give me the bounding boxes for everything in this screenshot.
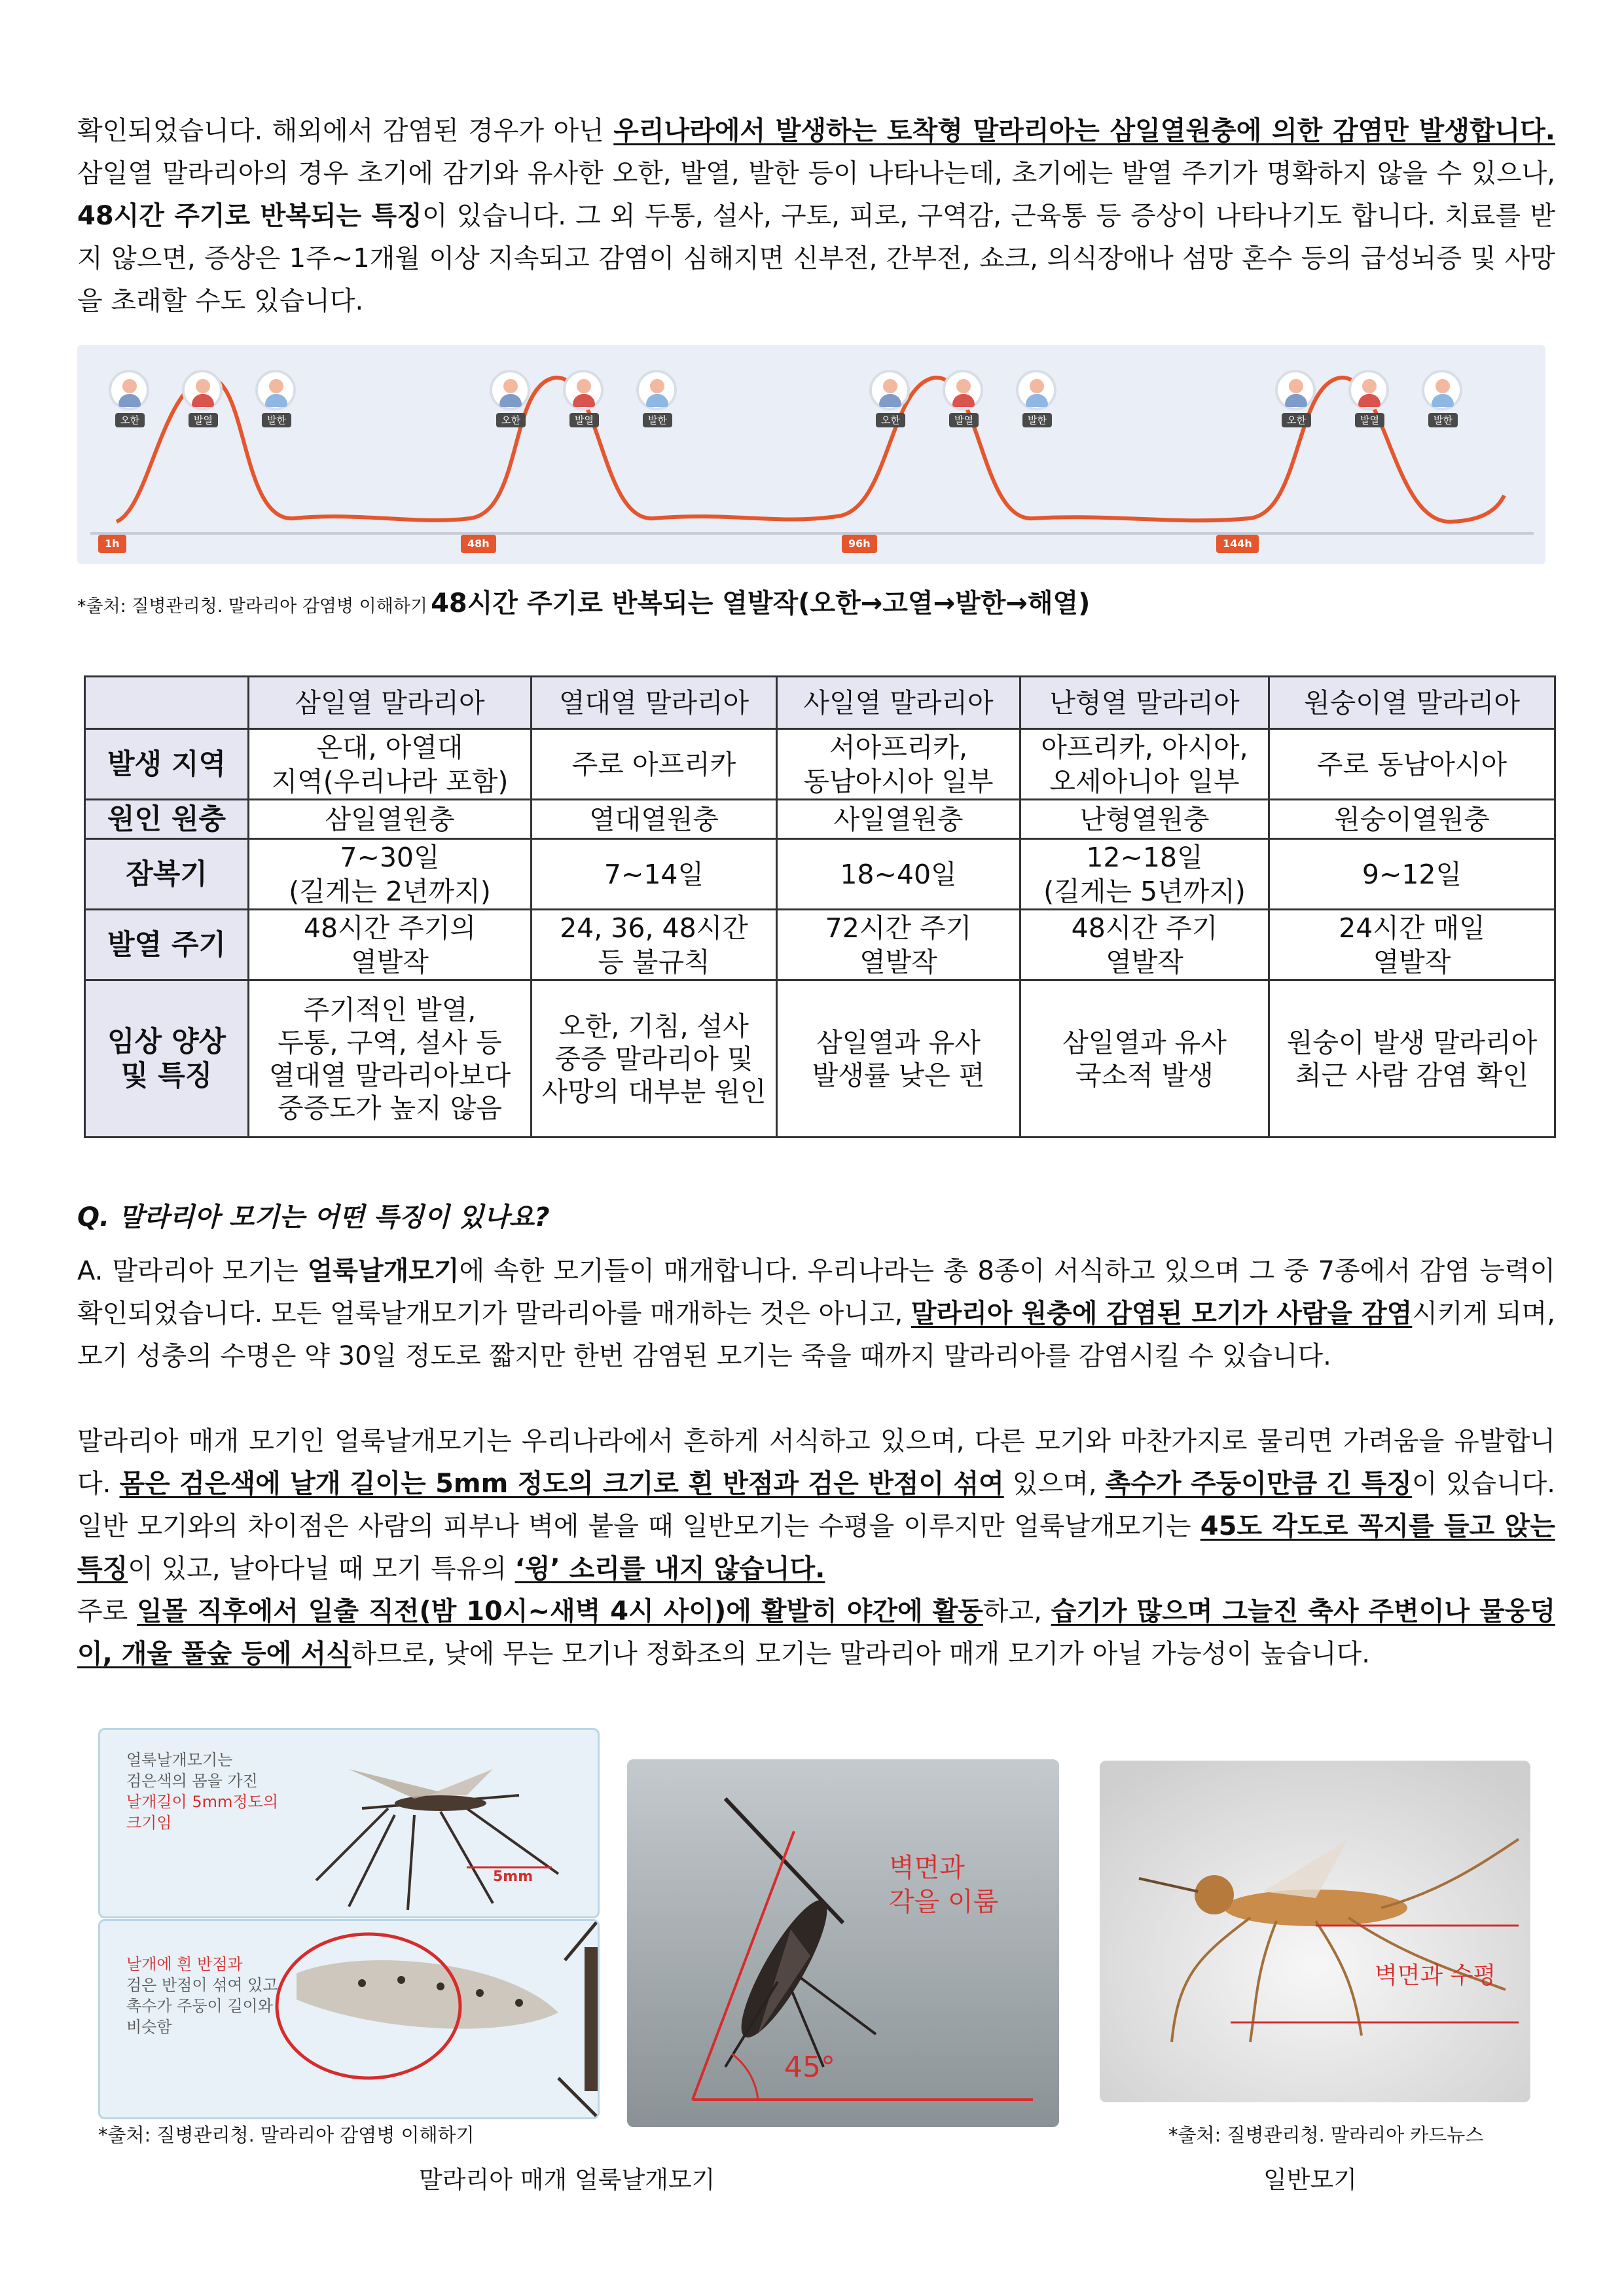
hour-marker: 96h <box>842 535 877 553</box>
fever-face-icon <box>182 370 223 410</box>
table-cell: 열대열원충 <box>532 800 777 839</box>
table-header-cell: 사일열 말라리아 <box>777 677 1020 729</box>
table-header-cell: 열대열 말라리아 <box>532 677 777 729</box>
table-header-cell: 난형열 말라리아 <box>1020 677 1269 729</box>
panel1-measure: 5mm <box>493 1869 533 1885</box>
answer-highlight: 일몰 직후에서 일출 직전(밤 10시~새벽 4시 사이)에 활발히 야간에 활동 <box>137 1596 983 1626</box>
answer-text: 이 있고, 날아다닐 때 모기 특유의 <box>128 1554 515 1584</box>
diagram-source-line <box>77 583 1090 620</box>
answer-text: A. 말라리아 모기는 <box>77 1256 308 1286</box>
table-cell: 24시간 매일 열발작 <box>1269 910 1555 980</box>
answer-highlight: 습기가 많으며 그늘진 축사 주변이나 물웅덩이, 개울 풀숲 등에 서식 <box>77 1596 1555 1669</box>
table-row <box>85 800 1555 839</box>
table-cell: 주로 아프리카 <box>532 729 777 800</box>
table-row-header: 원인 원충 <box>85 800 249 839</box>
answer-paragraph-1 <box>77 1250 1555 1378</box>
table-cell: 48시간 주기 열발작 <box>1020 910 1269 980</box>
common-mosquito-photo <box>1100 1761 1530 2102</box>
table-cell: 주로 동남아시아 <box>1269 729 1555 800</box>
fever-face-icon <box>1348 370 1389 410</box>
table-cell: 원숭이열원충 <box>1269 800 1555 839</box>
table-row <box>85 839 1555 910</box>
hour-marker: 1h <box>98 535 126 553</box>
sweat-face-icon <box>636 370 677 410</box>
table-cell: 72시간 주기 열발작 <box>777 910 1020 980</box>
chills-face-icon <box>490 370 530 410</box>
stage-sweat-label: 발한 <box>643 413 672 427</box>
table-cell: 삼일열원충 <box>249 800 532 839</box>
anopheles-side-illustration <box>100 1730 598 1916</box>
answer-highlight: 촉수가 주둥이만큼 긴 특징 <box>1105 1469 1412 1499</box>
intro-bold-1: 48시간 주기로 반복되는 특징 <box>77 201 422 231</box>
table-header-cell: 삼일열 말라리아 <box>249 677 532 729</box>
figure-caption-left: 말라리아 매개 얼룩날개모기 <box>419 2166 715 2194</box>
table-row-header: 발열 주기 <box>85 910 249 980</box>
table-cell: 12~18일 (길게는 5년까지) <box>1020 839 1269 910</box>
figure-source-left: *출처: 질병관리청. 말라리아 감염병 이해하기 <box>98 2124 475 2146</box>
figure-source-right: *출처: 질병관리청. 말라리아 카드뉴스 <box>1168 2124 1484 2146</box>
intro-text-1: 확인되었습니다. 해외에서 감염된 경우가 아닌 <box>77 116 614 146</box>
panel2-line: 촉수가 주둥이 길이와 <box>126 1997 273 2015</box>
table-cell: 아프리카, 아시아, 오세아니아 일부 <box>1020 729 1269 800</box>
table-row-header: 잠복기 <box>85 839 249 910</box>
intro-text-2: 삼일열 말라리아의 경우 초기에 감기와 유사한 오한, 발열, 발한 등이 나타나는데, 초기에는 발열 주기가 명확하지 않을 수 있으나, <box>77 158 1555 188</box>
stage-sweat-label: 발한 <box>262 413 291 427</box>
table-cell: 18~40일 <box>777 839 1020 910</box>
stage-chills-label: 오한 <box>496 413 526 427</box>
answer-text: 있으며, <box>1003 1469 1106 1499</box>
panel3-line: 각을 이룸 <box>889 1887 999 1917</box>
table-cell: 원숭이 발생 말라리아 최근 사람 감염 확인 <box>1269 980 1555 1138</box>
table-cell: 48시간 주기의 열발작 <box>249 910 532 980</box>
panel1-line: 얼룩날개모기는 <box>126 1751 233 1769</box>
answer-text: 이 있습니다. 일반 모기와의 차이점은 사람의 피부나 벽에 붙을 때 일반모기는 수평을 이루지만 얼룩날개모기는 <box>77 1469 1555 1541</box>
stage-chills-label: 오한 <box>1282 413 1311 427</box>
stage-sweat-label: 발한 <box>1022 413 1052 427</box>
answer-highlight: 몸은 검은색에 날개 길이는 5mm 정도의 크기로 흰 반점과 검은 반점이 섞여 <box>119 1469 1004 1499</box>
table-row <box>85 910 1555 980</box>
intro-highlight-1: 우리나라에서 발생하는 토착형 말라리아는 삼일열원충에 의한 감염만 발생합니다. <box>613 116 1555 146</box>
anopheles-angle-illustration <box>627 1759 1059 2127</box>
sweat-face-icon <box>255 370 296 410</box>
table-cell: 사일열원충 <box>777 800 1020 839</box>
table-corner-cell <box>85 677 249 729</box>
table-header-cell: 원숭이열 말라리아 <box>1269 677 1555 729</box>
answer-text: 하므로, 낮에 무는 모기나 정화조의 모기는 말라리아 매개 모기가 아닐 가능성이 높습니다. <box>351 1639 1371 1669</box>
table-cell: 삼일열과 유사 국소적 발생 <box>1020 980 1269 1138</box>
table-row <box>85 729 1555 800</box>
chills-face-icon <box>1275 370 1316 410</box>
question-heading: Q. 말라리아 모기는 어떤 특징이 있나요? <box>77 1202 550 1232</box>
stage-chills-label: 오한 <box>876 413 905 427</box>
chills-face-icon <box>109 370 149 410</box>
common-mosquito-illustration <box>1100 1761 1530 2102</box>
anopheles-angle-photo <box>627 1759 1059 2127</box>
table-cell: 삼일열과 유사 발생률 낮은 편 <box>777 980 1020 1138</box>
panel3-line: 벽면과 <box>889 1853 965 1883</box>
sweat-face-icon <box>1422 370 1462 410</box>
table-row-header: 발생 지역 <box>85 729 249 800</box>
table-cell: 7~30일 (길게는 2년까지) <box>249 839 532 910</box>
answer-text: 주로 <box>77 1596 137 1626</box>
stage-chills-label: 오한 <box>115 413 145 427</box>
panel1-line: 검은색의 몸을 가진 <box>126 1772 258 1790</box>
stage-fever-label: 발열 <box>569 413 599 427</box>
answer-paragraph-2 <box>77 1420 1555 1590</box>
panel2-line: 날개에 흰 반점과 <box>126 1955 243 1973</box>
answer-highlight: ‘윙’ 소리를 내지 않습니다. <box>514 1554 825 1584</box>
fever-face-icon <box>943 370 983 410</box>
anopheles-wing-illustration <box>100 1921 598 2117</box>
panel3-angle: 45° <box>784 2051 835 2084</box>
stage-fever-label: 발열 <box>189 413 218 427</box>
answer-highlight: 45도 각도로 꼭지를 들고 앉는 특징 <box>77 1511 1555 1584</box>
stage-fever-label: 발열 <box>949 413 979 427</box>
answer-text: 말라리아 매개 모기인 얼룩날개모기는 우리나라에서 흔하게 서식하고 있으며, 다른 모기와 마찬가지로 물리면 가려움을 유발합니다. <box>77 1426 1555 1499</box>
stage-fever-label: 발열 <box>1355 413 1384 427</box>
answer-text: 하고, <box>983 1596 1051 1626</box>
table-cell: 주기적인 발열, 두통, 구역, 설사 등 열대열 말라리아보다 중증도가 높지 않음 <box>249 980 532 1138</box>
table-cell: 난형열원충 <box>1020 800 1269 839</box>
table-cell: 9~12일 <box>1269 839 1555 910</box>
fever-face-icon <box>563 370 604 410</box>
panel2-line: 비슷함 <box>126 2018 172 2036</box>
fever-cycle-diagram <box>77 345 1545 564</box>
table-row <box>85 980 1555 1138</box>
intro-paragraph <box>77 110 1555 323</box>
chills-face-icon <box>869 370 910 410</box>
table-cell: 7~14일 <box>532 839 777 910</box>
hour-marker: 144h <box>1216 535 1259 553</box>
anopheles-wing-panel <box>98 1919 600 2119</box>
table-cell: 서아프리카, 동남아시아 일부 <box>777 729 1020 800</box>
sweat-face-icon <box>1016 370 1056 410</box>
figure-caption-right: 일반모기 <box>1263 2166 1357 2194</box>
table-cell: 온대, 아열대 지역(우리나라 포함) <box>249 729 532 800</box>
table-cell: 24, 36, 48시간 등 불규칙 <box>532 910 777 980</box>
table-row-header: 임상 양상 및 특징 <box>85 980 249 1138</box>
malaria-comparison-table <box>84 675 1556 1138</box>
panel1-line: 날개길이 5mm정도의 <box>126 1793 278 1811</box>
panel2-line: 검은 반점이 섞여 있고 <box>126 1976 278 1994</box>
answer-highlight: 말라리아 원충에 감염된 모기가 사람을 감염 <box>911 1299 1413 1329</box>
diagram-caption: 48시간 주기로 반복되는 열발작(오한→고열→발한→해열) <box>431 588 1091 619</box>
table-header-row <box>85 677 1555 729</box>
panel1-line: 크기임 <box>126 1814 172 1832</box>
answer-paragraph-3 <box>77 1590 1555 1676</box>
answer-text: 에 속한 모기들이 매개합니다. 우리나라는 총 8종이 서식하고 있으며 그 중 7종에서 감염 능력이 확인되었습니다. 모든 얼룩날개모기가 말라리아를 매개하는 것은 아니고, <box>77 1256 1555 1329</box>
answer-text: 시키게 되며, 모기 성충의 수명은 약 30일 정도로 짧지만 한번 감염된 모기는 죽을 때까지 말라리아를 감염시킬 수 있습니다. <box>77 1299 1555 1371</box>
hour-marker: 48h <box>461 535 496 553</box>
fever-cycle-curve <box>77 345 1545 564</box>
intro-text-3: 이 있습니다. 그 외 두통, 설사, 구토, 피로, 구역감, 근육통 등 증상이 나타나기도 합니다. 치료를 받지 않으면, 증상은 1주~1개월 이상 지속되고 감염이 심해지면 신부전, 간부전, 쇼크, 의식장애나 섬망 혼수 등의 급성뇌증 및 사망을 초래할 수도 있습니다. <box>77 201 1556 316</box>
stage-sweat-label: 발한 <box>1428 413 1458 427</box>
table-cell: 오한, 기침, 설사 중증 말라리아 및 사망의 대부분 원인 <box>532 980 777 1138</box>
anopheles-size-panel <box>98 1728 600 1918</box>
panel4-label: 벽면과 수평 <box>1375 1962 1496 1989</box>
answer-bold: 얼룩날개모기 <box>307 1256 460 1286</box>
diagram-source: *출처: 질병관리청. 말라리아 감염병 이해하기 <box>77 596 427 617</box>
